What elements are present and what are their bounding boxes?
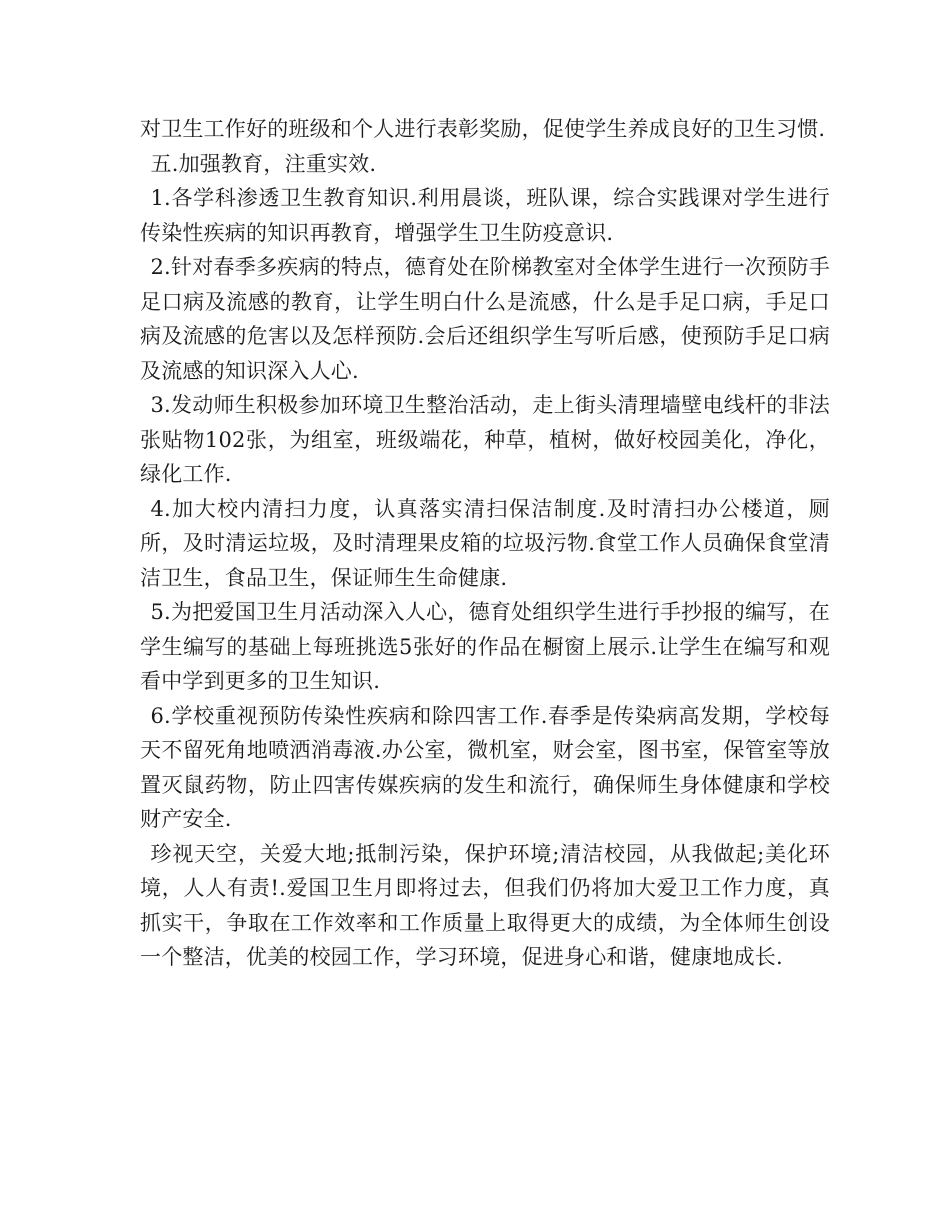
- paragraph-item-1: 1.各学科渗透卫生教育知识.利用晨谈，班队课，综合实践课对学生进行传染性疾病的知识再教育，增强学生卫生防疫意识.: [140, 186, 830, 245]
- paragraph-item-5: 5.为把爱国卫生月活动深入人心，德育处组织学生进行手抄报的编写，在学生编写的基础上每班挑选5张好的作品在橱窗上展示.让学生在编写和观看中学到更多的卫生知识.: [140, 600, 830, 693]
- paragraph-conclusion: 珍视天空，关爱大地;抵制污染，保护环境;清洁校园，从我做起;美化环境，人人有责!.爱国卫生月即将过去，但我们仍将加大爱卫工作力度，真抓实干，争取在工作效率和工作质量上取得更大的成绩，为全体师生创设一个整洁，优美的校园工作，学习环境，促进身心和谐，健康地成长.: [140, 841, 830, 969]
- paragraph-continuation: 对卫生工作好的班级和个人进行表彰奖励，促使学生养成良好的卫生习惯.: [140, 117, 826, 141]
- paragraph-item-2: 2.针对春季多疾病的特点，德育处在阶梯教室对全体学生进行一次预防手足口病及流感的教育，让学生明白什么是流感，什么是手足口病，手足口病及流感的危害以及怎样预防.会后还组织学生写听后感，使预防手足口病及流感的知识深入人心.: [140, 255, 830, 383]
- paragraph-item-3: 3.发动师生积极参加环境卫生整治活动，走上街头清理墙壁电线杆的非法张贴物102张，为组室，班级端花，种草，植树，做好校园美化，净化，绿化工作.: [140, 393, 830, 486]
- document-body: [140, 112, 830, 975]
- paragraph-item-4: 4.加大校内清扫力度，认真落实清扫保洁制度.及时清扫办公楼道，厕所，及时清运垃圾，及时清理果皮箱的垃圾污物.食堂工作人员确保食堂清洁卫生，食品卫生，保证师生生命健康.: [140, 496, 830, 590]
- section-heading-5: 五.加强教育，注重实效.: [150, 151, 377, 176]
- paragraph-item-6: 6.学校重视预防传染性疾病和除四害工作.春季是传染病高发期，学校每天不留死角地喷洒消毒液.办公室，微机室，财会室，图书室，保管室等放置灭鼠药物，防止四害传媒疾病的发生和流行，确保师生身体健康和学校财产安全.: [140, 703, 830, 831]
